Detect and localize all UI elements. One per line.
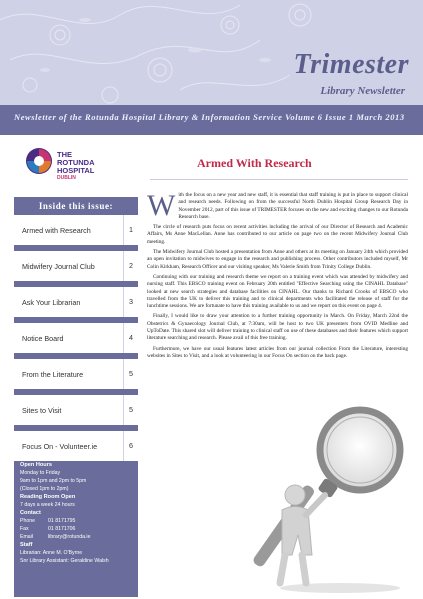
article-paragraph: Furthermore, we have our usual features latest articles from our journal collection From the Literature, interesting websites in Sites to Visit, and a look at volunteering in our Focus On section on the back page. — [147, 345, 408, 359]
toc-item-page: 5 — [123, 395, 138, 425]
title-divider — [150, 179, 408, 180]
library-info — [20, 453, 135, 565]
email-link[interactable]: library@rotunda.ie — [48, 534, 91, 540]
reading-room-heading: Reading Room Open — [20, 494, 76, 500]
magnifying-glass-figure-illustration — [250, 395, 415, 595]
article-title: Armed With Research — [197, 156, 312, 170]
rotunda-logo-icon — [24, 146, 54, 176]
toc-item-armed-with-research[interactable] — [14, 215, 138, 251]
fax-row — [20, 525, 135, 533]
toc-item-label: Armed with Research — [22, 226, 91, 235]
toc-item-label: Midwifery Journal Club — [22, 262, 95, 271]
email-row — [20, 533, 135, 541]
email-label: Email — [20, 534, 33, 540]
toc-item-page: 2 — [123, 251, 138, 281]
fax-label: Fax — [20, 526, 29, 532]
toc-item-label: Notice Board — [22, 334, 64, 343]
toc-item-from-the-literature[interactable] — [14, 359, 138, 395]
phone-value: 01 8171795 — [48, 518, 76, 524]
masthead — [0, 0, 423, 105]
contact-heading: Contact — [20, 510, 41, 516]
article-paragraph: Continuing with our training and research theme we report on a training event which was attended by midwifery and nursing staff. This EBSCO training event on February 20th entitled "Effective Searching using the CINAHL Database" looked at new search strategies and database facilities on CINAHL. Our thanks to Richard Crooks of EBSCO who travelled from the UK to deliver this training and to clinical departments who facilitated the release of staff for the lunchtime sessions. We are fortunate to have this training available to us and we report on this event on page 4. — [147, 273, 408, 310]
toc-item-page: 5 — [123, 359, 138, 389]
article-paragraph: The Midwifery Journal Club hosted a presentation from Anne and others at its meeting on January 24th which provided an open invitation to midwives to engage in the research and publishing process. Other contributors included myself, Mr Colin Kirkham, Research Officer and our visiting speaker, Ms Valerie Smith from Trinity College Dublin. — [147, 249, 408, 270]
info-heading: Library & Information Service — [20, 454, 99, 460]
logo-line-4: DUBLIN — [57, 175, 76, 181]
article-paragraph — [147, 189, 408, 222]
fax-value: 01 8171706 — [48, 526, 76, 532]
hospital-logo — [24, 146, 134, 190]
toc-item-label: From the Literature — [22, 370, 84, 379]
phone-label: Phone — [20, 518, 36, 524]
open-hours-heading: Open Hours — [20, 462, 53, 468]
article-paragraph: The circle of research puts focus on recent activities including the arrival of our Director of Research and Academic Affairs, Ms Anne MacLellan. Anne has contributed to our article on page two on the recent Midwifery Journal Club meeting. — [147, 224, 408, 245]
logo-line-2: ROTUNDA — [57, 158, 95, 167]
newsletter-title: Trimester — [293, 49, 409, 80]
logo-line-1: THE — [57, 150, 72, 159]
staff-heading: Staff — [20, 542, 33, 548]
hours-line: Monday to Friday — [20, 470, 61, 476]
logo-wordmark — [57, 151, 95, 182]
toc-item-label: Sites to Visit — [22, 406, 62, 415]
toc-item-ask-your-librarian[interactable] — [14, 287, 138, 323]
issue-banner-text: Newsletter of the Rotunda Hospital Library & Information Service Volume 6 Issue 1 March 2013 — [14, 112, 405, 122]
toc-item-label: Focus On - Volunteer.ie — [22, 442, 98, 451]
toc-item-page: 4 — [123, 323, 138, 353]
logo-line-3: HOSPITAL — [57, 166, 95, 175]
phone-row — [20, 517, 135, 525]
reading-room-hours: 7 days a week 24 hours — [20, 502, 75, 508]
article-paragraph: Finally, I would like to draw your attention to a further training opportunity in March. On Friday, March 22nd the Obstetrics & Gynaecology Journal Club, at 7:30am, will be host to two UK presenters from OVID Medline and UpToDate. This shared slot will deliver training to clinical staff on use of these databases and their features which support literature searching and research. Please avail of this free training. — [147, 313, 408, 342]
drop-cap: W — [147, 189, 176, 222]
toc-heading: Inside this issue: — [38, 201, 114, 211]
article-body — [147, 189, 408, 363]
toc-item-page: 1 — [123, 215, 138, 245]
staff-line: Librarian: Anne M. O'Byrne — [20, 550, 83, 556]
staff-line: Snr Library Assistant: Geraldine Walsh — [20, 558, 109, 564]
hours-line: (Closed 1pm to 2pm) — [20, 486, 69, 492]
toc-item-midwifery-journal-club[interactable] — [14, 251, 138, 287]
table-of-contents — [14, 215, 138, 467]
paragraph-text: ith the focus on a new year and new staff, it is essential that staff training is put in place to support clinical and research needs. Following on from the successful North Dublin Hospital Group Research Day in November 2012, part of this issue of TRIMESTER focuses on the new and exciting changes to our Rotunda Research base. — [178, 192, 408, 220]
toc-item-page: 6 — [123, 431, 138, 461]
toc-item-page: 3 — [123, 287, 138, 317]
toc-item-label: Ask Your Librarian — [22, 298, 81, 307]
toc-item-sites-to-visit[interactable] — [14, 395, 138, 431]
hours-line: 9am to 1pm and 2pm to 5pm — [20, 478, 87, 484]
newsletter-subtitle: Library Newsletter — [320, 85, 405, 97]
toc-item-notice-board[interactable] — [14, 323, 138, 359]
